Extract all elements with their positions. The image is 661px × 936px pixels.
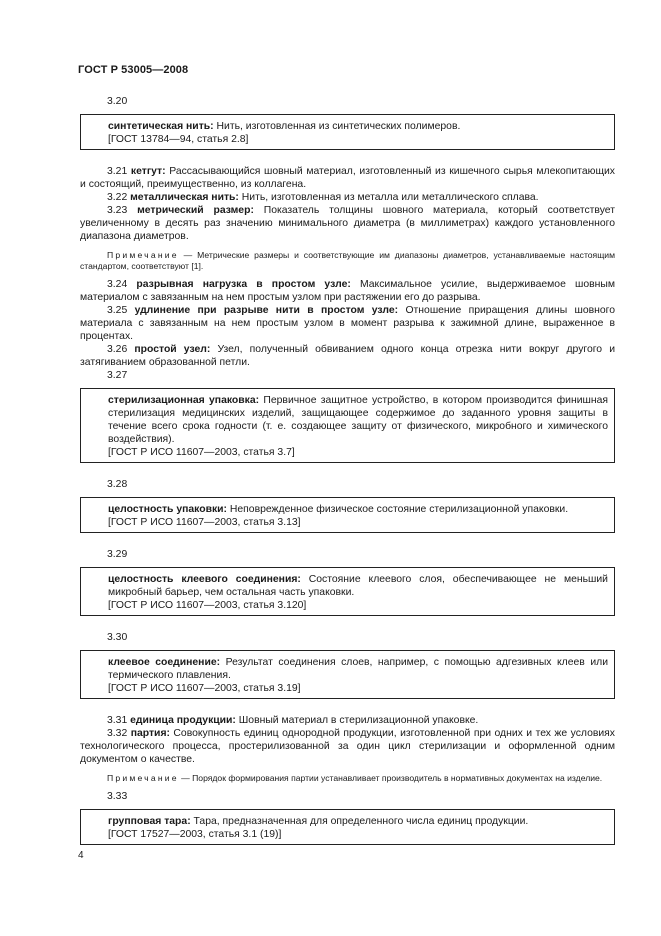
clause-3-32 [80,727,615,766]
clause-number: 3.26 [107,344,128,355]
term: кетгут: [130,166,166,177]
definition-text: Совокупность единиц однородной продукции, изготовленной при одних и тех же условиях технологического процесса, простерилизованной за один цикл стерилизации и оформленной одним документом о качестве. [80,728,615,765]
term: синтетическая нить: [108,121,214,132]
term: целостность клеевого соединения: [108,574,301,585]
page-header-standard: ГОСТ Р 53005—2008 [78,64,189,76]
definition-box-3-33 [80,809,615,845]
clause-number-3-28: 3.28 [107,479,128,490]
clause-number: 3.25 [107,305,128,316]
definition-text: Неповрежденное физическое состояние стерилизационной упаковки. [227,504,569,515]
page-number: 4 [78,850,84,861]
source-reference: [ГОСТ 17527—2003, статья 3.1 (19)] [108,829,282,840]
term: простой узел: [134,344,211,355]
definition-text: Рассасывающийся шовный материал, изготовленный из кишечного сырья млекопитающих и состоящий, преимущественно, из коллагена. [80,166,616,190]
term: целостность упаковки: [108,504,228,515]
note-label: Примечание [107,250,179,260]
note-text: — Порядок формирования партии устанавливает производитель в нормативных документах на изделие. [178,773,603,783]
definition-text: Шовный материал в стерилизационной упаковке. [235,715,479,726]
clause-3-22 [80,191,615,204]
clause-3-21 [80,165,615,191]
clause-number-3-33: 3.33 [107,791,128,802]
clause-number: 3.31 [107,715,128,726]
clause-3-26 [80,343,615,369]
note-3-23 [80,250,615,272]
clause-number-3-27: 3.27 [107,370,128,381]
definition-text: Узел, полученный обвиванием одного конца отрезка нити вокруг другого и затягиванием образованной петли. [80,344,616,368]
note-text: — Метрические размеры и соответствующие им диапазоны диаметров, устанавливаемые настоящим стандартом, соответствуют [1]. [80,250,615,271]
clause-number: 3.21 [107,166,128,177]
definition-box-3-20 [80,114,615,150]
clause-3-25 [80,304,615,343]
definition-text: Максимальное усилие, выдерживаемое шовным материалом с завязанным на нем простым узлом при растяжении его до разрыва. [80,279,615,303]
definition-text: Первичное защитное устройство, в котором производится финишная стерилизация медицинских изделий, защищающее содержимое до заданного уровня защиты в течение всего срока годности (т. е. создающее защиту от физического, микробного и химического воздействия). [108,395,609,445]
definition-box-3-29 [80,567,615,616]
term: клеевое соединение: [108,657,221,668]
term: разрывная нагрузка в простом узле: [136,279,351,290]
clause-number-3-29: 3.29 [107,549,128,560]
clause-number: 3.24 [107,279,128,290]
term: стерилизационная упаковка: [108,395,260,406]
clause-3-24 [80,278,615,304]
definition-box-3-28 [80,497,615,533]
note-label: Примечание [107,773,179,783]
term: групповая тара: [108,816,191,827]
definition-text: Результат соединения слоев, например, с помощью адгезивных клеев или термического плавления. [108,657,608,681]
definition-text: Нить, изготовленная из металла или металлического сплава. [238,192,539,203]
clause-number: 3.32 [107,728,128,739]
definition-box-3-30 [80,650,615,699]
definition-text: Отношение приращения длины шовного материала с завязанным на нем простым узлом в момент разрыва к зажимной длине, выраженное в процентах. [80,305,615,342]
clause-3-31 [80,714,615,727]
document-body [80,95,615,854]
term: метрический размер: [137,205,254,216]
term: металлическая нить: [130,192,239,203]
source-reference: [ГОСТ Р ИСО 11607—2003, статья 3.13] [108,517,301,528]
term: партия: [130,728,170,739]
source-reference: [ГОСТ Р ИСО 11607—2003, статья 3.120] [108,600,307,611]
clause-3-23 [80,204,615,243]
term: единица продукции: [130,715,236,726]
clause-number: 3.23 [107,205,128,216]
source-reference: [ГОСТ Р ИСО 11607—2003, статья 3.19] [108,683,301,694]
source-reference: [ГОСТ 13784—94, статья 2.8] [108,134,249,145]
definition-text: Тара, предназначенная для определенного числа единиц продукции. [190,816,529,827]
definition-box-3-27 [80,388,615,463]
source-reference: [ГОСТ Р ИСО 11607—2003, статья 3.7] [108,447,295,458]
clause-number-3-20: 3.20 [107,96,128,107]
clause-number: 3.22 [107,192,128,203]
definition-text: Состояние клеевого слоя, обеспечивающее не меньший микробный барьер, чем остальная часть упаковки. [108,574,608,598]
definition-text: Показатель толщины шовного материала, который соответствует увеличенному в десять раз значению минимального диаметра (в миллиметрах) каждого установленного диапазона диаметров. [80,205,615,242]
note-3-32 [80,773,615,784]
definition-text: Нить, изготовленная из синтетических полимеров. [213,121,461,132]
term: удлинение при разрыве нити в простом узле: [134,305,399,316]
clause-number-3-30: 3.30 [107,632,128,643]
